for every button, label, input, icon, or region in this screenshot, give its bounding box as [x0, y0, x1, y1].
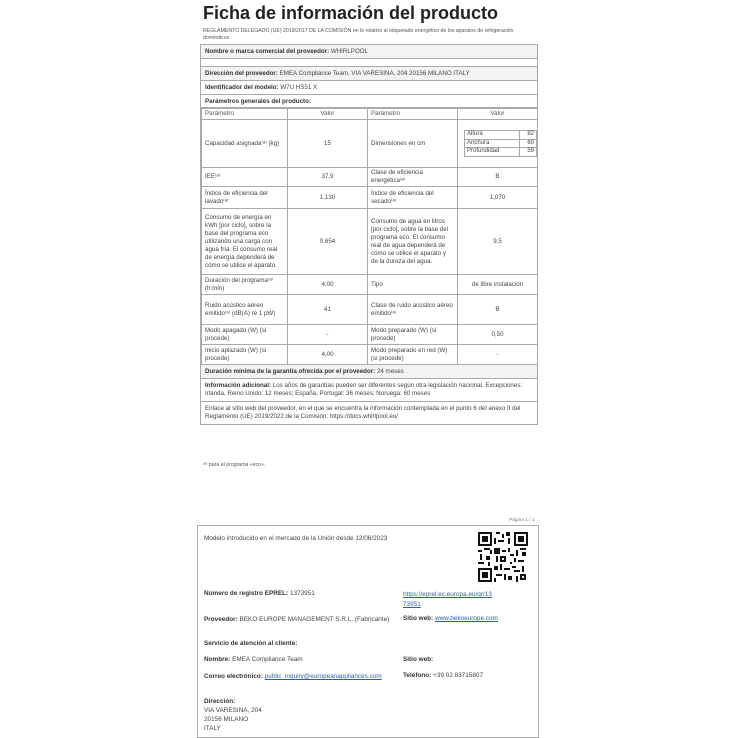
address-line: VIA VARESINA, 204: [204, 707, 262, 714]
networked-standby-value: -: [458, 345, 538, 365]
depth-label: Profundidad: [465, 148, 520, 157]
model-id-label: Identificador del modelo:: [205, 84, 279, 91]
additional-info-label: Información adicional:: [205, 382, 272, 389]
provider-site-label: Sitio web:: [403, 615, 434, 622]
additional-info-row: [201, 379, 537, 402]
wash-index-label: Índice de eficiencia del lavado⁽ᵃ⁾: [202, 187, 288, 209]
duration-value: 4:00: [288, 275, 368, 295]
off-mode-label: Modo apagado (W) (si procede): [202, 325, 288, 345]
param-header: Parámetro: [202, 109, 288, 120]
address-label: Dirección:: [204, 698, 236, 705]
off-mode-value: -: [288, 325, 368, 345]
energy-class-label: Clase de eficiencia energética⁽ᵃ⁾: [368, 168, 458, 187]
params-table: [201, 108, 538, 365]
wash-index-value: 1,130: [288, 187, 368, 209]
type-label: Tipo: [368, 275, 458, 295]
value-header: Valor: [458, 109, 538, 120]
eprel-label: Número de registro EPREL:: [204, 590, 289, 597]
delay-start-label: Inicio aplazado (W) (si procede): [202, 345, 288, 365]
warranty-value: 24 meses: [376, 368, 404, 375]
address-line: 20156 MILANO: [204, 716, 249, 723]
iee-value: 37,9: [288, 168, 368, 187]
model-id-row: [201, 81, 537, 95]
dry-index-value: 1,070: [458, 187, 538, 209]
noise-class-label: Clase de ruido acústico aéreo emitido⁽ᵃ⁾: [368, 295, 458, 325]
eprel-value: 1373951: [289, 590, 315, 597]
type-value: de libre instalación: [458, 275, 538, 295]
energy-consumption-value: 0,654: [288, 209, 368, 275]
dimensions-label: Dimensiones en cm: [368, 120, 458, 168]
water-consumption-label: Consumo de agua en litros [por ciclo], sobre la base del programa eco. El consumo real de agua dependerá de cómo se utilice el aparato y de la dureza del agua.: [368, 209, 458, 275]
additional-info-text: Los años de garantías pueden ser diferentes según otra legislación nacional. Excepciones: Irlanda, Reino Unido: 12 meses; España, Portugal: 36 meses; Noruega: 60 meses: [205, 382, 523, 397]
name-value: EMEA Compliance Team: [232, 656, 303, 663]
supplier-link-row: [201, 402, 537, 424]
footnote: ⁽ᵃ⁾ para el programa «eco».: [203, 462, 266, 468]
address-line: ITALY: [204, 725, 221, 732]
provider-site-link[interactable]: www.bekoeurope.com: [434, 615, 498, 622]
page-title: Ficha de información del producto: [203, 3, 499, 23]
eprel-link[interactable]: https://eprel.ec.europa.eu/qr/13 73951: [403, 591, 492, 608]
height-label: Altura: [465, 131, 520, 140]
energy-consumption-label: Consumo de energía en kWh [por ciclo], sobre la base del programa eco utilizando una carga con agua fría. El consumo real de energía dependerá de cómo se utilice el aparato.: [202, 209, 288, 275]
name-label: Nombre:: [204, 656, 231, 663]
supplier-name-label: Nombre o marca comercial del proveedor:: [205, 48, 330, 55]
general-params-title: Parámetros generales del producto:: [201, 95, 537, 108]
capacity-label: Capacidad asignada⁽ᵃ⁾ (kg): [202, 120, 288, 168]
supplier-link-text: Enlace al sitio web del proveedor, en el que se encuentra la información contemplada en el punto 6 del anexo II del Reglamento (UE) 2019/2022 de la Comisión: https://docs.whirlpool.eu/: [205, 405, 521, 420]
warranty-label: Duración mínima de la garantía ofrecida por el proveedor:: [205, 368, 376, 375]
page-number: Página 1 / 1: [509, 518, 535, 523]
regulation-text: REGLAMENTO DELEGADO (UE) 2019/2017 DE LA COMISIÓN en lo relativo al etiquetado energético de los aparatos de refrigeración domésticos: [203, 28, 514, 41]
service-label: Servicio de atención al cliente:: [204, 640, 298, 647]
qr-code-icon[interactable]: [478, 532, 528, 582]
phone-value: +39 02 83715807: [433, 672, 483, 679]
standby-mode-value: 0,50: [458, 325, 538, 345]
noise-class-value: B: [458, 295, 538, 325]
email-label: Correo electrónico:: [204, 673, 263, 680]
warranty-row: [201, 365, 537, 379]
phone-label: Teléfono:: [403, 672, 432, 679]
provider-label: Proveedor:: [204, 616, 238, 623]
provider-value: BEKO EUROPE MANAGEMENT S.R.L. (Fabricante): [239, 616, 390, 623]
param-header: Parámetro: [368, 109, 458, 120]
product-sheet: [200, 44, 538, 425]
supplier-address-label: Dirección del proveedor:: [205, 70, 278, 77]
width-value: 60: [519, 139, 536, 148]
dimensions-table: [464, 130, 537, 157]
depth-value: 59: [519, 148, 536, 157]
standby-mode-label: Modo preparado (W) (si procede): [368, 325, 458, 345]
market-date: Modelo introducido en el mercado de la Unión desde 12/06/2023: [204, 535, 388, 542]
service-site-label: Sitio web:: [403, 656, 434, 663]
dry-index-label: Índice de eficiencia del secado⁽ᵃ⁾: [368, 187, 458, 209]
duration-label: Duración del programa⁽ᵃ⁾ (h:min): [202, 275, 288, 295]
supplier-address-row: [201, 67, 537, 81]
model-id-value: W7U HS51 X: [280, 84, 318, 91]
value-header: Valor: [288, 109, 368, 120]
water-consumption-value: 9,5: [458, 209, 538, 275]
iee-label: IEE⁽ᵃ⁾: [202, 168, 288, 187]
supplier-name-row: [201, 45, 537, 59]
height-value: 82: [519, 131, 536, 140]
capacity-value: 15: [288, 120, 368, 168]
noise-label: Ruido acústico aéreo emitido⁽ᵃ⁾ (dB(A) re 1 pW): [202, 295, 288, 325]
supplier-name-value: WHIRLPOOL: [330, 48, 369, 55]
networked-standby-label: Modo preparado en red (W) (si procede): [368, 345, 458, 365]
address-block: [204, 697, 262, 733]
spacer: [201, 59, 537, 67]
dimensions-cell: [458, 120, 538, 168]
energy-class-value: B: [458, 168, 538, 187]
noise-value: 41: [288, 295, 368, 325]
delay-start-value: 4,00: [288, 345, 368, 365]
email-link[interactable]: public_inquiry@europeanappliances.com: [264, 673, 382, 680]
supplier-address-value: EMEA Compliance Team, VIA VARESINA, 204 20156 MILANO ITALY: [279, 70, 470, 77]
width-label: Anchura: [465, 139, 520, 148]
